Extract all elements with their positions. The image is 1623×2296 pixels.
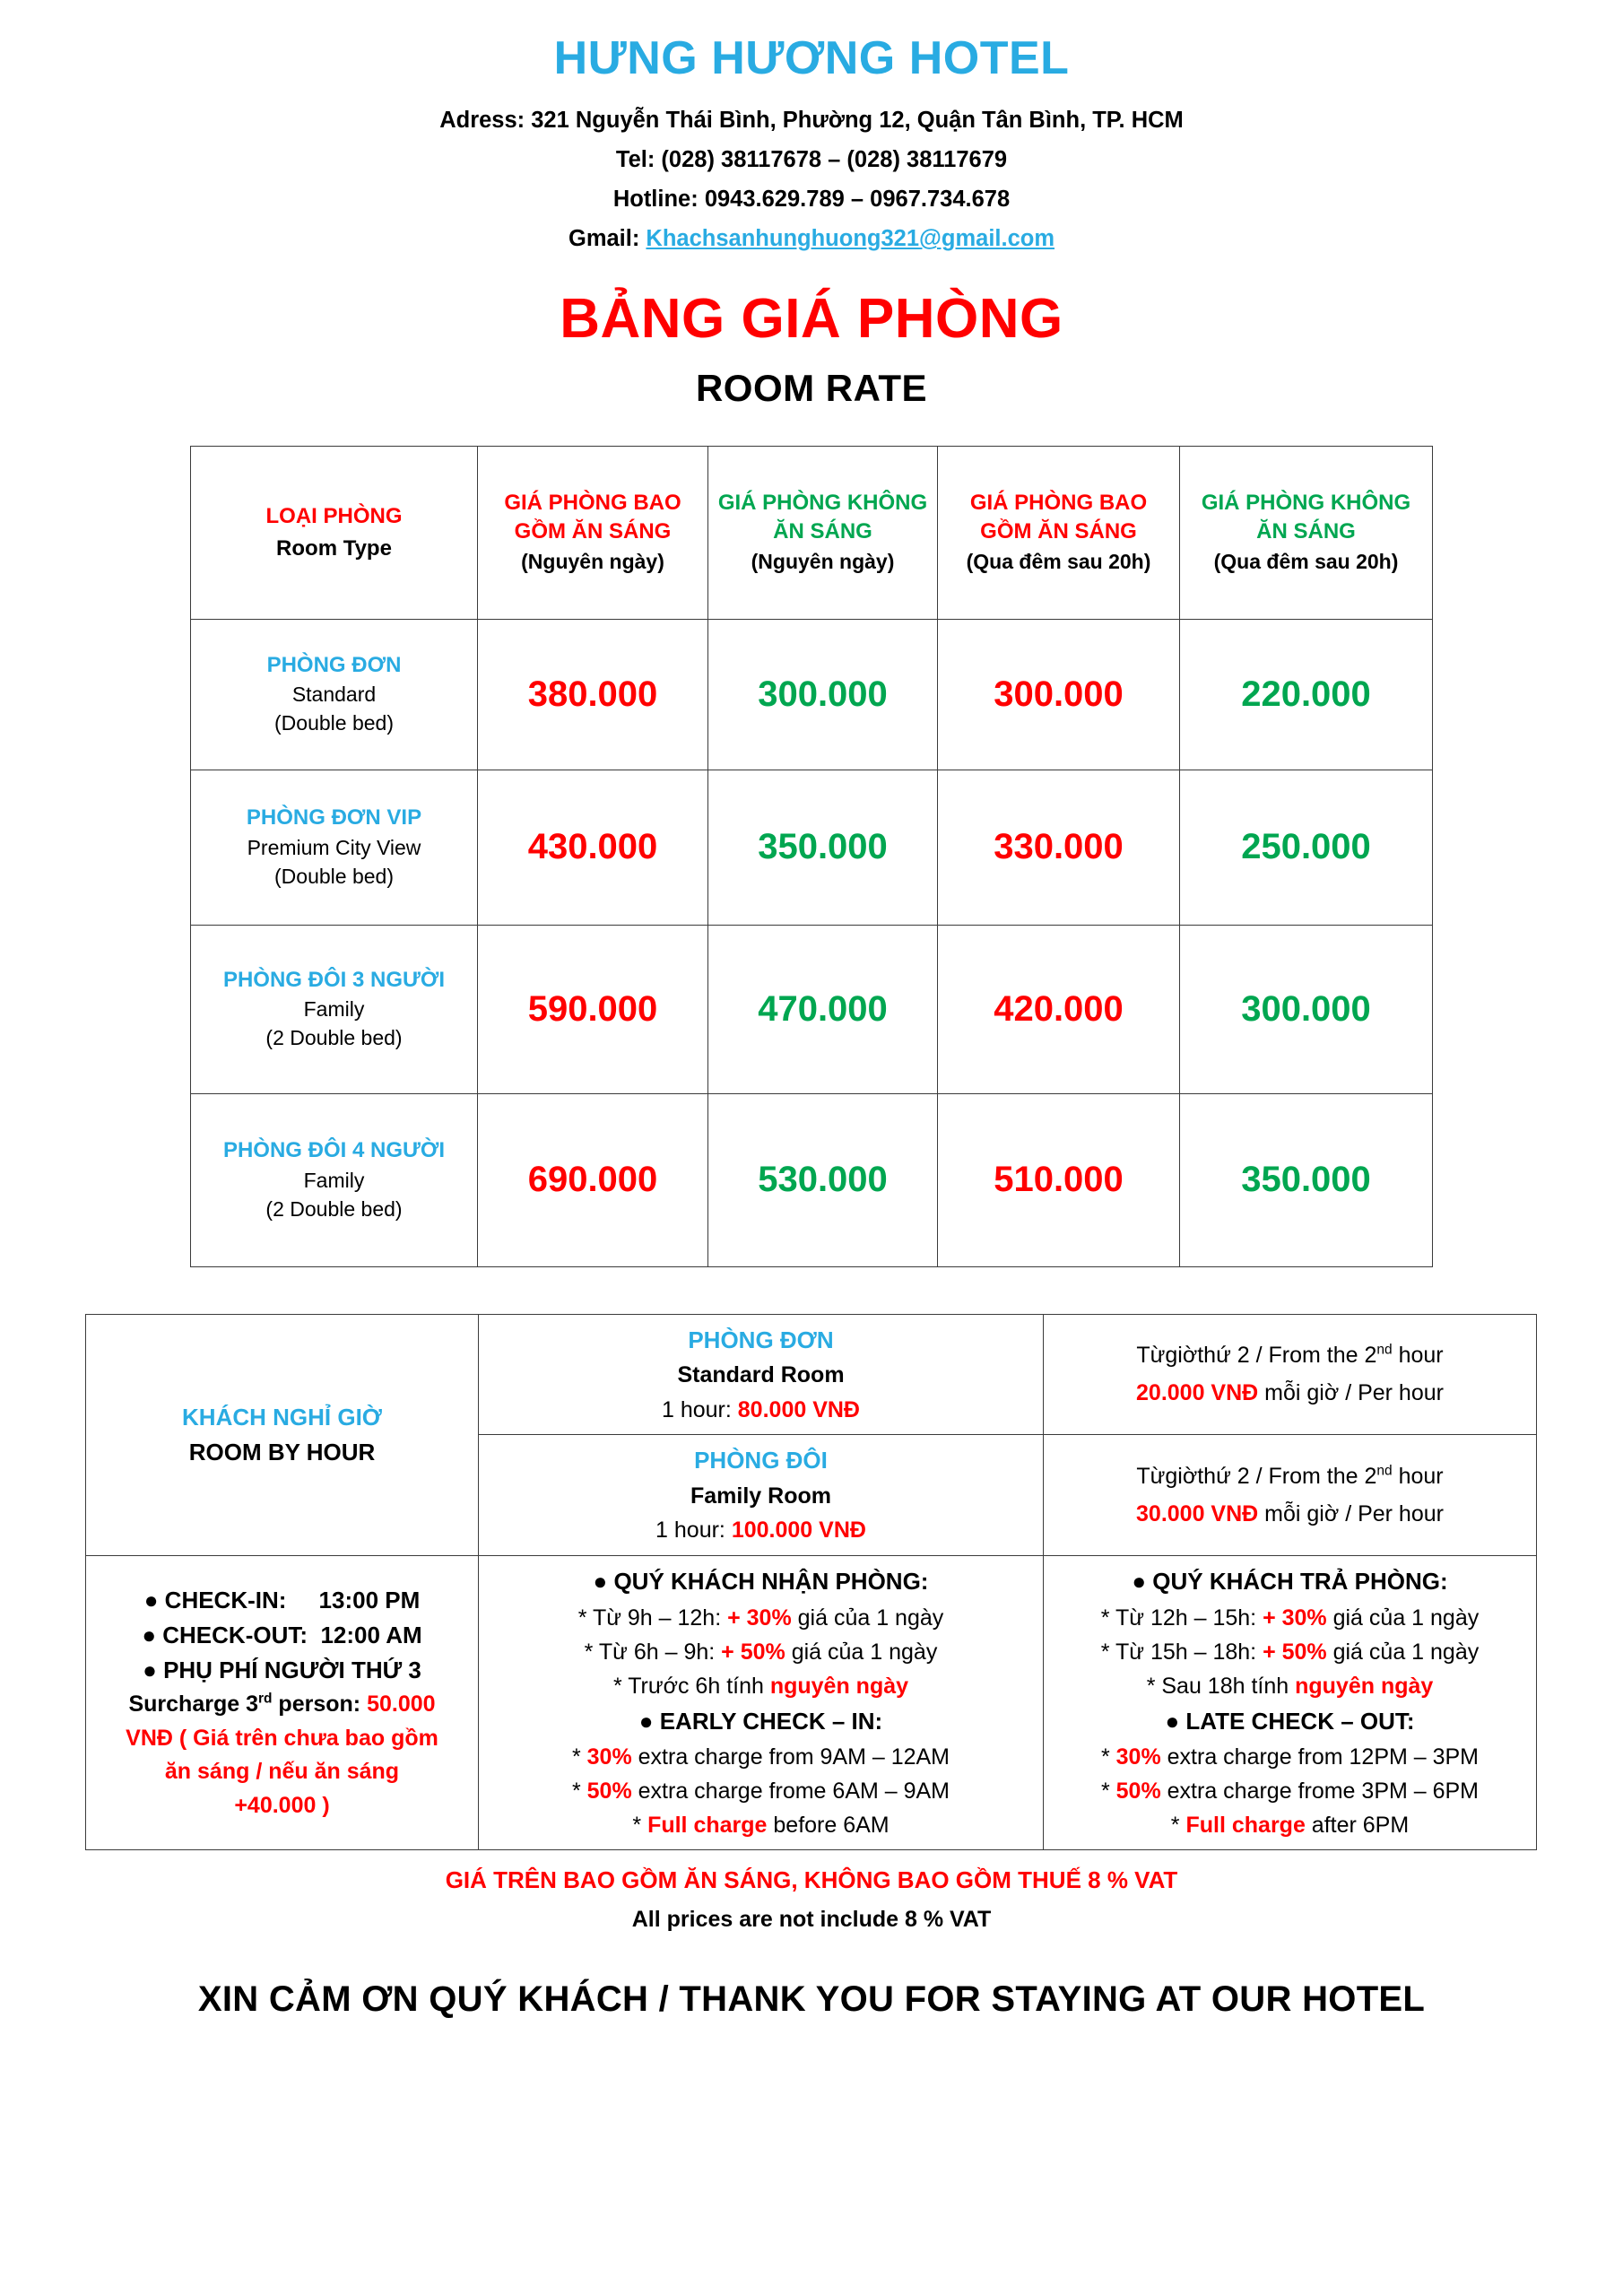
surcharge-note-2: ăn sáng / nếu ăn sáng <box>164 1759 400 1785</box>
header-cell-nobreakfast-night <box>1180 446 1433 619</box>
hotel-telephone: Tel: (028) 38117678 – (028) 38117679 <box>615 146 1008 172</box>
check-in-policy-cell <box>479 1556 1044 1850</box>
rule-prefix: * Từ 6h – 9h: <box>584 1639 722 1665</box>
hourly-price-prefix: 1 hour: <box>662 1396 738 1422</box>
room-type-bed: (Double bed) <box>274 711 394 735</box>
price-breakfast-night <box>938 619 1180 770</box>
extra-from-tail: hour <box>1392 1463 1444 1489</box>
room-rate-table-container <box>190 446 1432 1267</box>
row-room-type-cell <box>191 1093 478 1266</box>
extra-rate-tail: mỗi giờ / Per hour <box>1258 1380 1444 1406</box>
room-type-vn: PHÒNG ĐÔI 3 NGƯỜI <box>222 967 446 992</box>
room-type-vn: PHÒNG ĐƠN <box>266 652 402 677</box>
checkin-rule-2 <box>488 1635 1034 1669</box>
price-nobreakfast-day <box>708 770 938 925</box>
hourly-room-vn: PHÒNG ĐÔI <box>694 1447 828 1474</box>
hourly-room-en: Family Room <box>690 1483 831 1509</box>
hourly-row-standard <box>86 1314 1537 1435</box>
price-breakfast-night <box>938 925 1180 1093</box>
vat-notice-vn: GIÁ TRÊN BAO GỒM ĂN SÁNG, KHÔNG BAO GỒM THUẾ 8 % VAT <box>445 1866 1178 1894</box>
surcharge-mid: person: <box>272 1692 368 1718</box>
price-nobreakfast-night <box>1180 619 1433 770</box>
page-title-en: ROOM RATE <box>695 366 928 409</box>
table-row <box>191 1093 1433 1266</box>
surcharge-note-1: VNĐ ( Giá trên chưa bao gồm <box>126 1725 438 1751</box>
rule-prefix: * Từ 12h – 15h: <box>1100 1605 1263 1631</box>
price-value: 430.000 <box>527 827 658 867</box>
hourly-room-en: Standard Room <box>677 1361 845 1387</box>
surcharge-prefix: Surcharge 3 <box>128 1692 258 1718</box>
hourly-extra-from <box>1053 1336 1527 1375</box>
rule-prefix: * <box>1170 1813 1186 1839</box>
hourly-label-en: ROOM BY HOUR <box>188 1438 376 1465</box>
price-breakfast-day <box>478 770 708 925</box>
price-nobreakfast-night <box>1180 770 1433 925</box>
header-breakfast-night-vn: GIÁ PHÒNG BAO GỒM ĂN SÁNG <box>969 491 1148 544</box>
hourly-price-value: 100.000 VNĐ <box>731 1518 866 1544</box>
hourly-price-line <box>488 1513 1034 1548</box>
header-breakfast-night-note: (Qua đêm sau 20h) <box>966 549 1151 573</box>
room-type-en: Standard <box>291 683 377 707</box>
price-value: 300.000 <box>1241 988 1371 1029</box>
price-value: 220.000 <box>1241 674 1371 714</box>
gmail-link[interactable]: Khachsanhunghuong321@gmail.com <box>646 226 1055 252</box>
price-value: 380.000 <box>527 674 658 714</box>
rule-prefix: * <box>632 1813 648 1839</box>
rule-value: + 30% <box>1263 1605 1327 1631</box>
late-checkout-rule-2 <box>1053 1774 1527 1808</box>
checkin-rule-3 <box>488 1669 1034 1703</box>
hourly-price-value: 80.000 VNĐ <box>737 1396 860 1422</box>
policy-table-container <box>85 1314 1536 1851</box>
rule-suffix: giá của 1 ngày <box>1326 1639 1480 1665</box>
extra-rate-tail: mỗi giờ / Per hour <box>1258 1501 1444 1527</box>
hourly-extra-from <box>1053 1457 1527 1496</box>
ordinal-suffix: rd <box>257 1691 273 1707</box>
rule-value: + 50% <box>1263 1639 1327 1665</box>
early-checkin-rule-1 <box>488 1740 1034 1774</box>
hotel-gmail-row <box>0 222 1623 256</box>
price-value: 510.000 <box>994 1160 1124 1200</box>
rule-value: Full charge <box>647 1813 768 1839</box>
price-nobreakfast-night <box>1180 1093 1433 1266</box>
checkout-policy-heading: ● QUÝ KHÁCH TRẢ PHÒNG: <box>1132 1568 1448 1596</box>
rule-prefix: * <box>571 1779 587 1805</box>
checkin-checkout-cell <box>86 1556 479 1850</box>
room-type-en: Family <box>303 997 365 1022</box>
header-breakfast-day-vn: GIÁ PHÒNG BAO GỒM ĂN SÁNG <box>504 491 681 544</box>
price-value: 530.000 <box>758 1160 888 1200</box>
hotel-hotline: Hotline: 0943.629.789 – 0967.734.678 <box>612 187 1011 213</box>
rule-suffix: extra charge from 12PM – 3PM <box>1160 1744 1480 1770</box>
price-value: 690.000 <box>527 1160 658 1200</box>
price-value: 470.000 <box>758 988 888 1029</box>
price-breakfast-day <box>478 925 708 1093</box>
checkin-rule-1 <box>488 1601 1034 1635</box>
room-type-vn: PHÒNG ĐÔI 4 NGƯỜI <box>222 1138 446 1163</box>
header-breakfast-day-note: (Nguyên ngày) <box>521 549 664 573</box>
rule-prefix: * Sau 18h tính <box>1146 1673 1296 1699</box>
price-value: 300.000 <box>758 674 888 714</box>
header-room-type-en: Room Type <box>276 535 392 561</box>
rule-suffix: extra charge from 9AM – 12AM <box>631 1744 950 1770</box>
room-type-bed: (2 Double bed) <box>265 1196 403 1221</box>
rule-suffix: before 6AM <box>767 1813 890 1839</box>
rule-value: 30% <box>586 1744 632 1770</box>
header-nobreakfast-day-note: (Nguyên ngày) <box>751 549 895 573</box>
rule-value: + 30% <box>727 1605 792 1631</box>
price-value: 300.000 <box>994 674 1124 714</box>
check-in-line: ● CHECK-IN: 13:00 PM <box>143 1587 421 1614</box>
room-type-bed: (Double bed) <box>274 864 394 888</box>
price-value: 350.000 <box>1241 1160 1371 1200</box>
room-type-bed: (2 Double bed) <box>265 1026 403 1050</box>
price-value: 590.000 <box>527 988 658 1029</box>
hourly-standard-cell <box>479 1314 1044 1435</box>
check-out-policy-cell <box>1044 1556 1537 1850</box>
header-room-type-vn: LOẠI PHÒNG <box>265 504 403 529</box>
extra-from-tail: hour <box>1392 1342 1444 1368</box>
rule-prefix: * <box>1100 1779 1116 1805</box>
rule-suffix: giá của 1 ngày <box>1326 1605 1480 1631</box>
rule-value: 50% <box>1115 1779 1161 1805</box>
hourly-price-prefix: 1 hour: <box>655 1518 732 1544</box>
room-type-vn: PHÒNG ĐƠN VIP <box>246 805 422 831</box>
price-nobreakfast-day <box>708 1093 938 1266</box>
checkout-rule-3 <box>1053 1669 1527 1703</box>
price-value: 420.000 <box>994 988 1124 1029</box>
policy-table <box>85 1314 1537 1851</box>
rule-value: nguyên ngày <box>769 1673 909 1699</box>
price-breakfast-day <box>478 1093 708 1266</box>
rule-value: nguyên ngày <box>1295 1673 1434 1699</box>
header-cell-breakfast-night <box>938 446 1180 619</box>
price-breakfast-night <box>938 770 1180 925</box>
rule-prefix: * Trước 6h tính <box>612 1673 770 1699</box>
hourly-extra-rate <box>1053 1374 1527 1413</box>
price-value: 350.000 <box>758 827 888 867</box>
hourly-family-extra-cell <box>1044 1435 1537 1556</box>
rule-suffix: extra charge frome 6AM – 9AM <box>631 1779 950 1805</box>
header-cell-room-type <box>191 446 478 619</box>
extra-rate-value: 20.000 VNĐ <box>1136 1380 1259 1406</box>
early-checkin-rule-2 <box>488 1774 1034 1808</box>
surcharge-note-3: +40.000 ) <box>234 1792 330 1818</box>
hotel-name: HƯNG HƯƠNG HOTEL <box>553 32 1070 84</box>
table-row <box>191 770 1433 925</box>
room-type-en: Family <box>303 1168 365 1192</box>
surcharge-amount: 50.000 <box>367 1692 436 1718</box>
rule-prefix: * <box>571 1744 587 1770</box>
checkin-policy-heading: ● QUÝ KHÁCH NHẬN PHÒNG: <box>593 1568 929 1596</box>
hourly-room-vn: PHÒNG ĐƠN <box>688 1326 834 1353</box>
header-nobreakfast-night-vn: GIÁ PHÒNG KHÔNG ĂN SÁNG <box>1201 491 1411 544</box>
row-room-type-cell <box>191 619 478 770</box>
early-checkin-rule-3 <box>488 1808 1034 1842</box>
hourly-extra-rate <box>1053 1495 1527 1534</box>
ordinal-suffix: nd <box>1376 1463 1393 1479</box>
policy-row <box>86 1556 1537 1850</box>
rule-value: + 50% <box>721 1639 785 1665</box>
vat-notice-en: All prices are not include 8 % VAT <box>631 1907 992 1933</box>
rule-value: Full charge <box>1185 1813 1306 1839</box>
gmail-label: Gmail: <box>568 226 647 252</box>
early-checkin-heading: ● EARLY CHECK – IN: <box>638 1707 883 1735</box>
header-nobreakfast-day-vn: GIÁ PHÒNG KHÔNG ĂN SÁNG <box>717 491 928 544</box>
hourly-standard-extra-cell <box>1044 1314 1537 1435</box>
extra-rate-value: 30.000 VNĐ <box>1136 1501 1259 1527</box>
hourly-price-line <box>488 1393 1034 1428</box>
room-type-en: Premium City View <box>247 835 421 859</box>
rule-suffix: giá của 1 ngày <box>785 1639 938 1665</box>
checkout-rule-2 <box>1053 1635 1527 1669</box>
extra-from-text: Từgiờthứ 2 / From the 2 <box>1136 1342 1377 1368</box>
header-cell-breakfast-day <box>478 446 708 619</box>
ordinal-suffix: nd <box>1376 1342 1393 1358</box>
rule-suffix: extra charge frome 3PM – 6PM <box>1160 1779 1480 1805</box>
page-title-vn: BẢNG GIÁ PHÒNG <box>560 287 1063 350</box>
hourly-label-cell <box>86 1314 479 1556</box>
price-value: 330.000 <box>994 827 1124 867</box>
rule-suffix: giá của 1 ngày <box>791 1605 944 1631</box>
rule-prefix: * Từ 9h – 12h: <box>577 1605 728 1631</box>
rule-prefix: * <box>1100 1744 1116 1770</box>
row-room-type-cell <box>191 925 478 1093</box>
price-breakfast-day <box>478 619 708 770</box>
header-nobreakfast-night-note: (Qua đêm sau 20h) <box>1213 549 1399 573</box>
hotel-address: Adress: 321 Nguyễn Thái Bình, Phường 12, Quận Tân Bình, TP. HCM <box>439 107 1184 133</box>
rule-prefix: * Từ 15h – 18h: <box>1100 1639 1263 1665</box>
table-row <box>191 619 1433 770</box>
price-value: 250.000 <box>1241 827 1371 867</box>
row-room-type-cell <box>191 770 478 925</box>
price-nobreakfast-day <box>708 619 938 770</box>
third-person-line: ● PHỤ PHÍ NGƯỜI THỨ 3 <box>143 1657 421 1684</box>
rule-value: 30% <box>1115 1744 1161 1770</box>
hourly-label-vn: KHÁCH NGHỈ GIỜ <box>182 1403 382 1431</box>
header-cell-nobreakfast-day <box>708 446 938 619</box>
room-rate-table <box>190 446 1433 1267</box>
late-checkout-rule-3 <box>1053 1808 1527 1842</box>
thank-you-message: XIN CẢM ƠN QUÝ KHÁCH / THANK YOU FOR STAYING AT OUR HOTEL <box>197 1979 1426 2020</box>
surcharge-line <box>95 1688 469 1722</box>
rule-value: 50% <box>586 1779 632 1805</box>
check-out-line: ● CHECK-OUT: 12:00 AM <box>142 1622 422 1649</box>
table-row <box>191 925 1433 1093</box>
extra-from-text: Từgiờthứ 2 / From the 2 <box>1136 1463 1377 1489</box>
late-checkout-heading: ● LATE CHECK – OUT: <box>1165 1707 1415 1735</box>
hourly-family-cell <box>479 1435 1044 1556</box>
table-header-row <box>191 446 1433 619</box>
late-checkout-rule-1 <box>1053 1740 1527 1774</box>
price-breakfast-night <box>938 1093 1180 1266</box>
price-nobreakfast-night <box>1180 925 1433 1093</box>
checkout-rule-1 <box>1053 1601 1527 1635</box>
rule-suffix: after 6PM <box>1305 1813 1410 1839</box>
price-nobreakfast-day <box>708 925 938 1093</box>
